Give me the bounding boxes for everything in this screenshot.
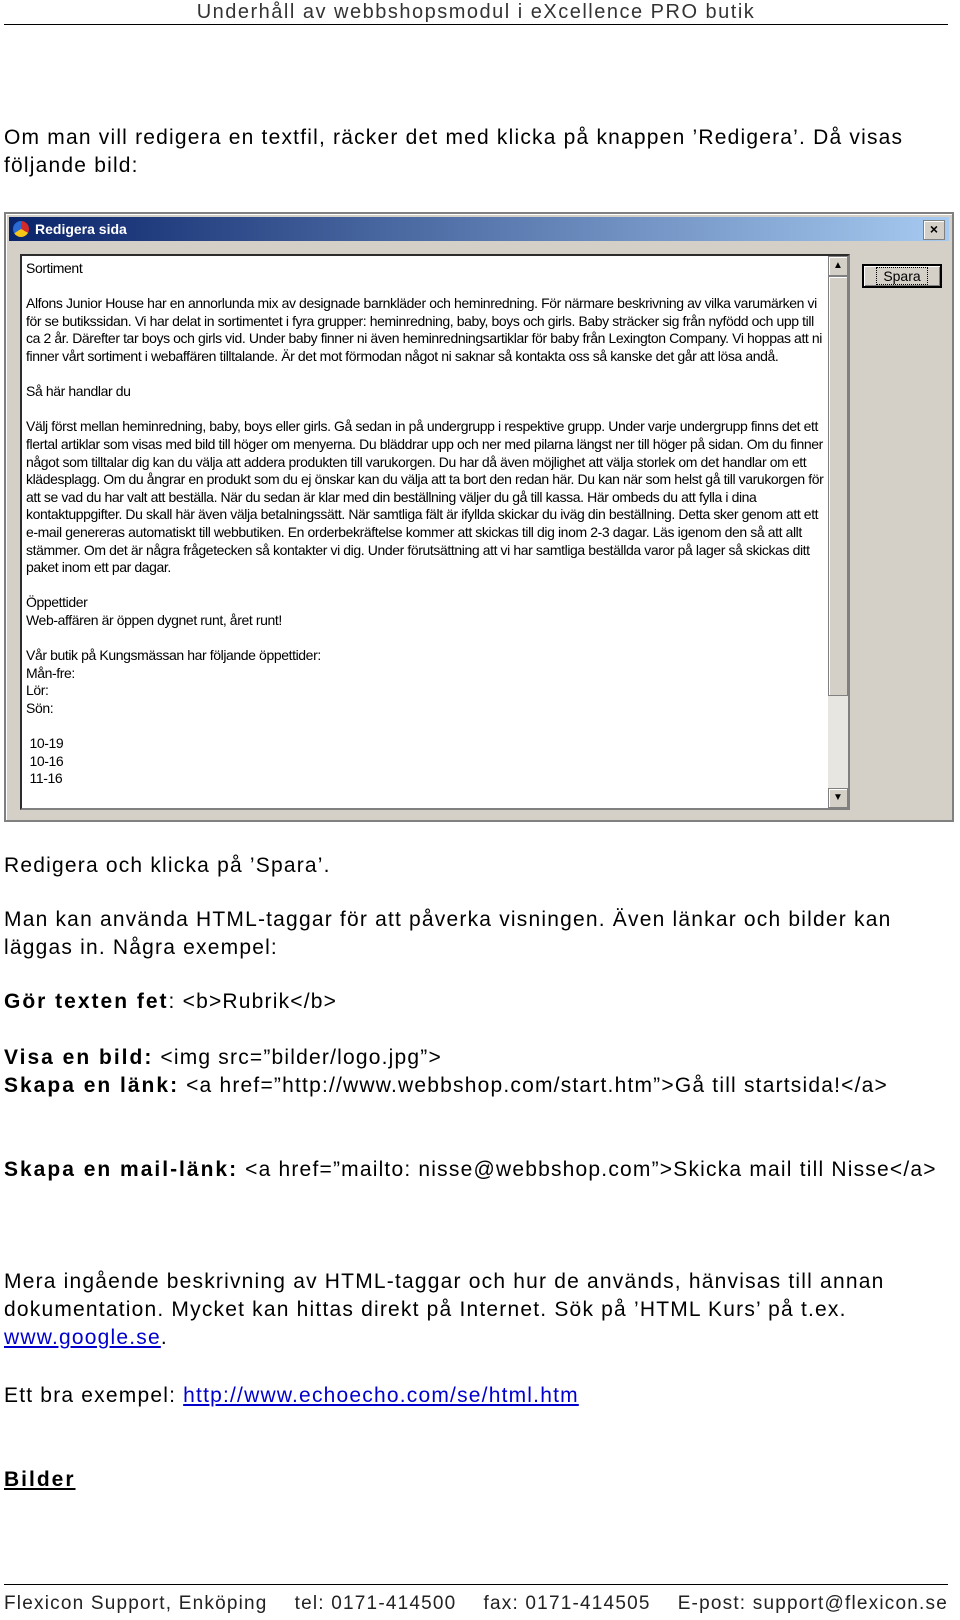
document-header: Underhåll av webbshopsmodul i eXcellence PRO butik xyxy=(4,0,948,25)
scroll-thumb[interactable] xyxy=(828,276,848,696)
example-mail-label: Skapa en mail-länk: xyxy=(4,1158,239,1181)
editor-scrollbar[interactable] xyxy=(828,256,848,808)
example-line: Ett bra exempel: http://www.echoecho.com/se/html.htm xyxy=(4,1384,579,1407)
echoecho-link[interactable]: http://www.echoecho.com/se/html.htm xyxy=(183,1384,579,1407)
dialog-title: Redigera sida xyxy=(35,221,127,237)
intro-paragraph: Om man vill redigera en textfil, räcker det med klicka på knappen ’Redigera’. Då visas följande bild: xyxy=(4,126,904,177)
google-link[interactable]: www.google.se xyxy=(4,1326,161,1349)
example-image-label: Visa en bild: xyxy=(4,1046,154,1069)
html-intro-text: Man kan använda HTML-taggar för att påverka visningen. Även länkar och bilder kan läggas in. Några exempel: xyxy=(4,908,892,959)
scroll-down-icon[interactable]: ▼ xyxy=(828,788,848,808)
example-bold: Gör texten fet: <b>Rubrik</b> xyxy=(4,990,338,1013)
example-mail-code: <a href=”mailto: nisse@webbshop.com”>Skicka mail till Nisse</a> xyxy=(238,1158,937,1181)
footer-company: Flexicon Support, Enköping xyxy=(4,1593,268,1614)
footer-tel: tel: 0171-414500 xyxy=(294,1593,457,1614)
scroll-up-icon[interactable]: ▲ xyxy=(828,256,848,276)
after-dialog-text: Redigera och klicka på ’Spara’. xyxy=(4,854,331,877)
example-image-code: <img src=”bilder/logo.jpg”> xyxy=(153,1046,442,1069)
example-bold-label: Gör texten fet xyxy=(4,990,169,1013)
more-info-paragraph: Mera ingående beskrivning av HTML-taggar och hur de används, hänvisas till annan dokumentation. Mycket kan hittas direkt på Internet. Sök på ’HTML Kurs’ på t.ex. www.google.se. xyxy=(4,1270,885,1349)
editor-textarea[interactable] xyxy=(20,254,850,810)
section-title-bilder: Bilder xyxy=(4,1468,76,1491)
app-icon xyxy=(13,221,29,237)
example-link-code: <a href=”http://www.webbshop.com/start.htm”>Gå till startsida!</a> xyxy=(179,1074,888,1097)
dialog-titlebar xyxy=(9,217,949,241)
editor-content[interactable]: Sortiment Alfons Junior House har en annorlunda mix av designade barnkläder och heminredning. För närmare beskrivning av vilka varumärken vi för se butikssidan. Vi har delat in sortimentet i fyra grupper: heminredning, baby, boys och girls. Baby sträcker sig från nyfödd och upp till ca 2 år. Därefter tar boys och girls vid. Under baby finner ni även heminredningsartiklar för baby från Lexington Company. Vi hoppas att ni finner vårt sortiment i webaffären tilltalande. Är det mot förmodan något ni saknar så kontakta oss så kanske det går att lösa andå. Så här handlar du Välj först mellan heminredning, baby, boys eller girls. Gå sedan in på undergrupp i respektive grupp. Under varje undergrupp finns det ett flertal artiklar som visas med bild till höger om menyerna. Du bläddrar upp och ner med pilarna längst ner till höger på sidan. Om du finner något som tilltalar dig kan du välja att addera produkten till varukorgen. Du har då även möjlighet att välja storlek om det handlar om ett klädesplagg. Om du ångrar en produkt som du ej önskar kan du välja att ta bort den redan här. Du kan när som helst gå till varukorgen för att se vad du har valt att beställa. När du sedan är klar med din beställning väljer du gå till kassa. Här ombeds du att fylla i dina kontaktuppgifter. Du skall här även välja betalningssätt. När samtliga fält är ifyllda skickar du iväg din beställning. Detta sker genom att ett e-mail genereras automatiskt till webbutiken. En orderbekräftelse kommer att skickas till dig inom 2-3 dagar. Läs igenom den så att allt stämmer. Om det är några frågetecken så kontakter vi dig. Under förutsättning att vi har samtliga beställda varor på lager så skickas ditt paket inom ett par dagar. Öppettider Web-affären är öppen dygnet runt, året runt! Vår butik på Kungsmässan har följande öppettider: Mån-fre: Lör: Sön: 10-19 10-16 11-16 xyxy=(26,260,824,787)
edit-page-dialog xyxy=(4,212,954,822)
close-icon[interactable]: × xyxy=(923,220,945,240)
example-mail xyxy=(4,1156,948,1184)
example-link xyxy=(4,1072,948,1100)
example-bold-code: <b>Rubrik</b> xyxy=(175,990,338,1013)
save-button[interactable] xyxy=(862,264,942,288)
document-footer xyxy=(4,1584,948,1615)
save-button-label: Spara xyxy=(876,267,927,285)
footer-email: E-post: support@flexicon.se xyxy=(677,1593,948,1614)
example-image xyxy=(4,1044,948,1072)
footer-fax: fax: 0171-414505 xyxy=(483,1593,651,1614)
example-link-label: Skapa en länk: xyxy=(4,1074,180,1097)
